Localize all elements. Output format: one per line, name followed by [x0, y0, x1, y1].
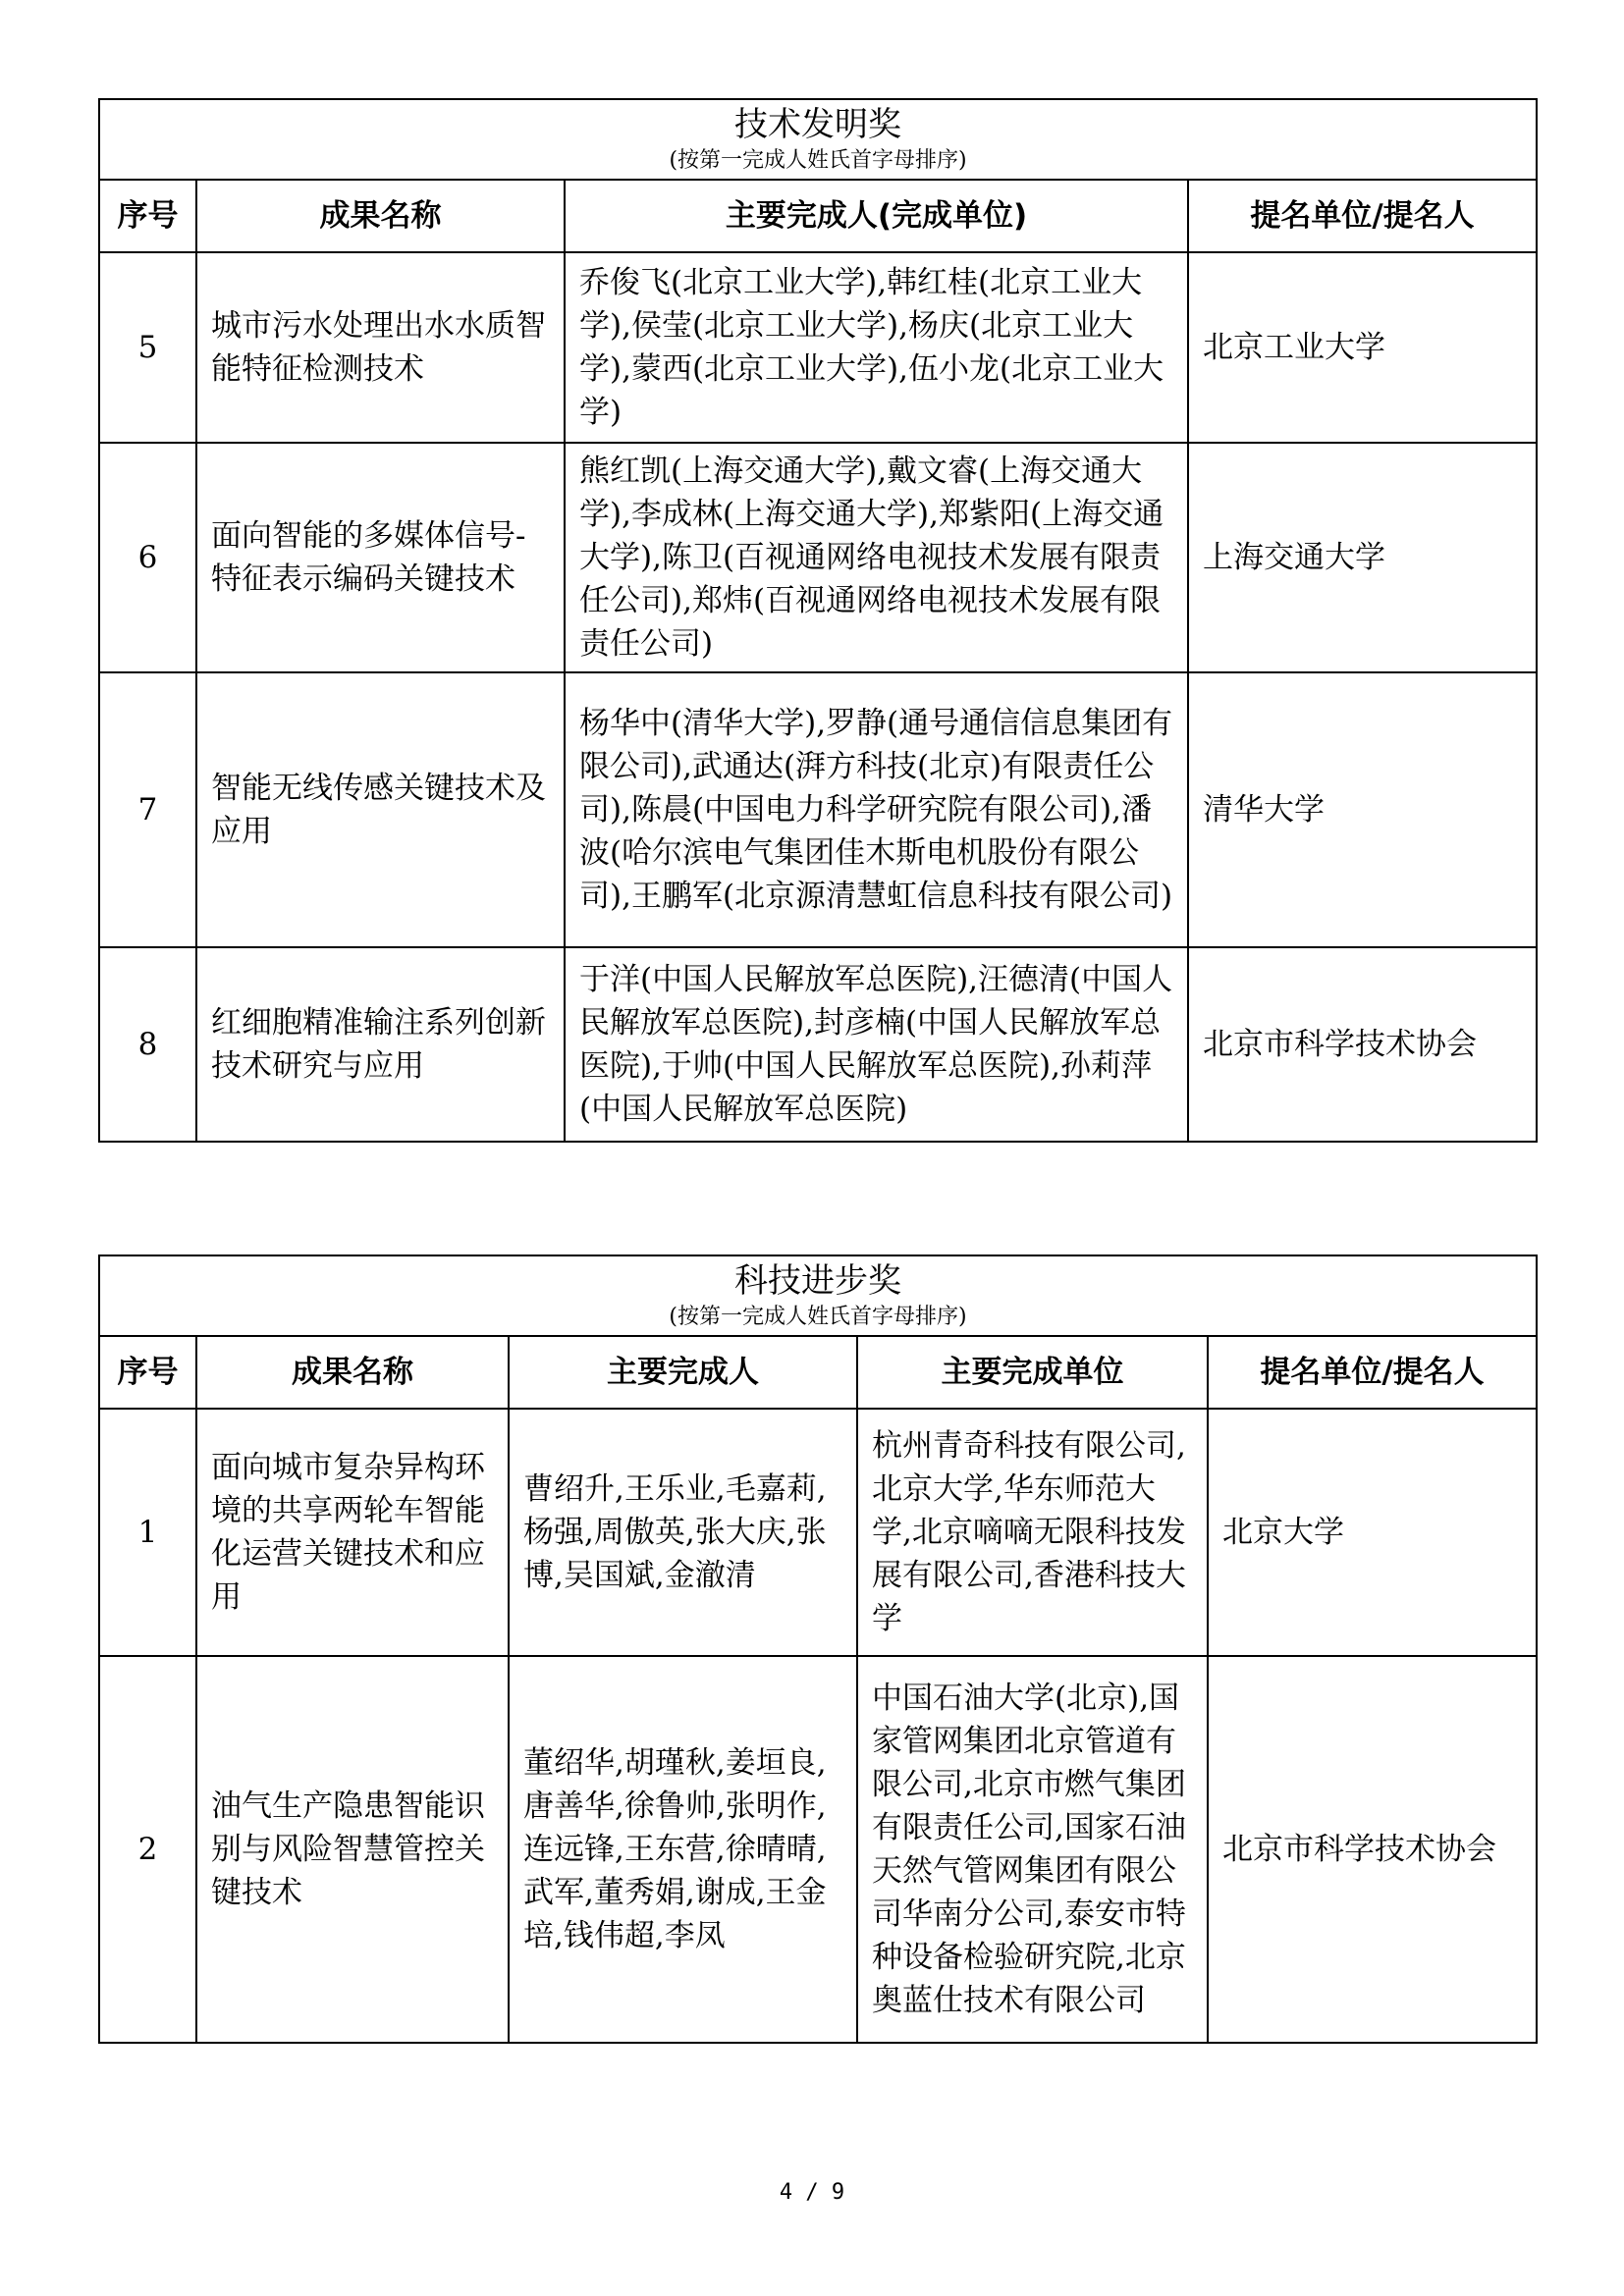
row-number: 8	[99, 947, 196, 1142]
header-units: 主要完成单位	[857, 1336, 1208, 1409]
row-nominator: 北京工业大学	[1188, 252, 1537, 443]
page-number: 4 / 9	[779, 2180, 845, 2205]
row-people: 曹绍升,王乐业,毛嘉莉,杨强,周傲英,张大庆,张博,吴国斌,金澈清	[509, 1409, 857, 1656]
header-people: 主要完成人(完成单位)	[565, 180, 1188, 252]
table-header-row	[99, 180, 1537, 252]
row-people: 董绍华,胡瑾秋,姜垣良,唐善华,徐鲁帅,张明作,连远锋,王东营,徐晴晴,武军,董秀娟,谢成,王金培,钱伟超,李凤	[509, 1656, 857, 2043]
table-title: 科技进步奖	[734, 1261, 901, 1301]
table-title-cell	[99, 1255, 1537, 1336]
row-nominator: 北京大学	[1208, 1409, 1537, 1656]
row-people: 熊红凯(上海交通大学),戴文睿(上海交通大学),李成林(上海交通大学),郑紫阳(上海交通大学),陈卫(百视通网络电视技术发展有限责任公司),郑炜(百视通网络电视技术发展有限责任公司)	[565, 443, 1188, 672]
header-number: 序号	[99, 1336, 196, 1409]
table-title-cell	[99, 99, 1537, 180]
table-subtitle: (按第一完成人姓氏首字母排序)	[669, 1305, 967, 1329]
table-row	[99, 672, 1537, 947]
row-nominator: 上海交通大学	[1188, 443, 1537, 672]
row-people: 杨华中(清华大学),罗静(通号通信信息集团有限公司),武通达(湃方科技(北京)有限责任公司),陈晨(中国电力科学研究院有限公司),潘波(哈尔滨电气集团佳木斯电机股份有限公司),王鹏军(北京源清慧虹信息科技有限公司)	[565, 672, 1188, 947]
header-nominator: 提名单位/提名人	[1188, 180, 1537, 252]
row-name: 智能无线传感关键技术及应用	[196, 672, 565, 947]
table-title: 技术发明奖	[734, 105, 902, 144]
row-units: 中国石油大学(北京),国家管网集团北京管道有限公司,北京市燃气集团有限责任公司,国家石油天然气管网集团有限公司华南分公司,泰安市特种设备检验研究院,北京奥蓝仕技术有限公司	[857, 1656, 1208, 2043]
row-number: 1	[99, 1409, 196, 1656]
table-title-row	[99, 1255, 1537, 1336]
table-row	[99, 1409, 1537, 1656]
row-name: 城市污水处理出水水质智能特征检测技术	[196, 252, 565, 443]
row-nominator: 清华大学	[1188, 672, 1537, 947]
row-nominator: 北京市科学技术协会	[1208, 1656, 1537, 2043]
header-number: 序号	[99, 180, 196, 252]
row-number: 7	[99, 672, 196, 947]
row-people: 于洋(中国人民解放军总医院),汪德清(中国人民解放军总医院),封彦楠(中国人民解放军总医院),于帅(中国人民解放军总医院),孙莉萍(中国人民解放军总医院)	[565, 947, 1188, 1142]
table-row	[99, 947, 1537, 1142]
table-row	[99, 443, 1537, 672]
header-name: 成果名称	[196, 1336, 509, 1409]
row-number: 6	[99, 443, 196, 672]
row-people: 乔俊飞(北京工业大学),韩红桂(北京工业大学),侯莹(北京工业大学),杨庆(北京工业大学),蒙西(北京工业大学),伍小龙(北京工业大学)	[565, 252, 1188, 443]
row-name: 红细胞精准输注系列创新技术研究与应用	[196, 947, 565, 1142]
row-nominator: 北京市科学技术协会	[1188, 947, 1537, 1142]
table-header-row	[99, 1336, 1537, 1409]
table-title-row	[99, 99, 1537, 180]
table-subtitle: (按第一完成人姓氏首字母排序)	[669, 148, 967, 173]
tech-invention-table	[98, 98, 1538, 1143]
row-number: 2	[99, 1656, 196, 2043]
header-name: 成果名称	[196, 180, 565, 252]
row-units: 杭州青奇科技有限公司,北京大学,华东师范大学,北京嘀嘀无限科技发展有限公司,香港科技大学	[857, 1409, 1208, 1656]
row-name: 面向城市复杂异构环境的共享两轮车智能化运营关键技术和应用	[196, 1409, 509, 1656]
row-name: 面向智能的多媒体信号-特征表示编码关键技术	[196, 443, 565, 672]
row-name: 油气生产隐患智能识别与风险智慧管控关键技术	[196, 1656, 509, 2043]
row-number: 5	[99, 252, 196, 443]
table-row	[99, 252, 1537, 443]
sci-progress-table	[98, 1255, 1538, 2044]
table-row	[99, 1656, 1537, 2043]
header-people: 主要完成人	[509, 1336, 857, 1409]
header-nominator: 提名单位/提名人	[1208, 1336, 1537, 1409]
